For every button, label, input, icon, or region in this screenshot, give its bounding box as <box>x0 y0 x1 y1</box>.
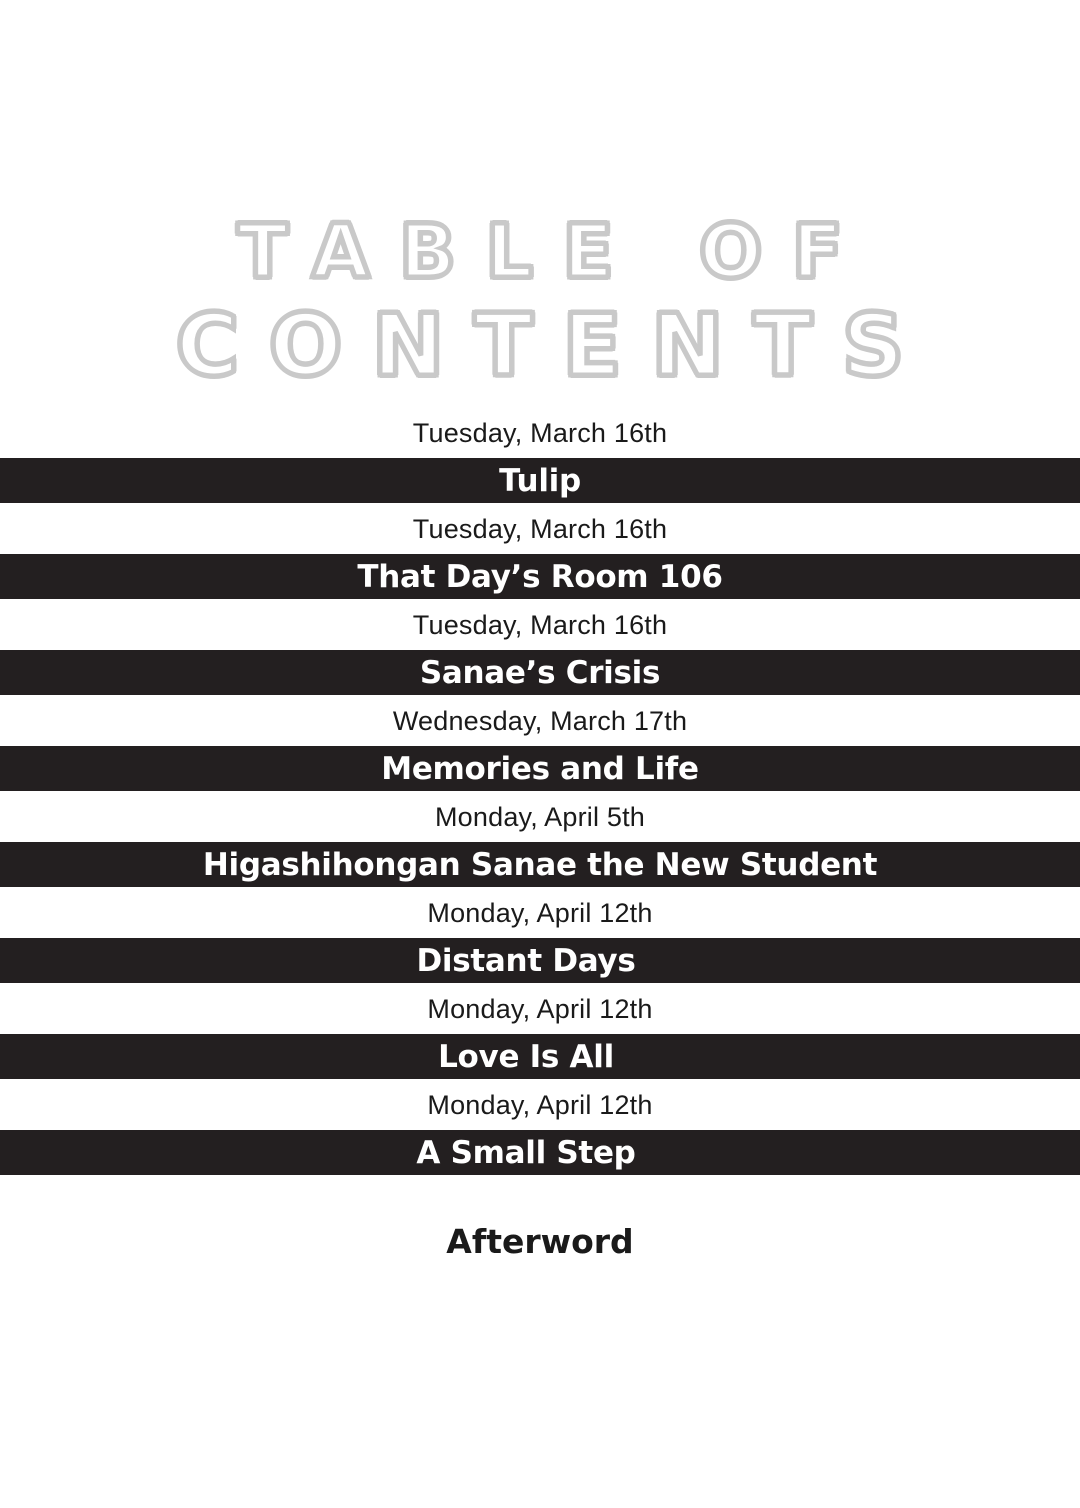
entry-date: Tuesday, March 16th <box>412 514 668 544</box>
entry-title: Love Is All <box>438 1038 614 1075</box>
entry-bar[interactable] <box>0 938 1080 983</box>
list-item[interactable] <box>0 791 1080 887</box>
entry-title: Higashihongan Sanae the New Student <box>202 846 878 883</box>
entry-bar[interactable] <box>0 1130 1080 1175</box>
entry-date: Tuesday, March 16th <box>412 418 668 448</box>
toc-entry-list <box>0 407 1080 1175</box>
page-title-line-1: TABLE OF <box>237 209 873 295</box>
entry-title: A Small Step <box>416 1134 636 1171</box>
entry-date: Monday, April 5th <box>434 802 645 832</box>
entry-date: Monday, April 12th <box>427 994 653 1024</box>
list-item[interactable] <box>0 599 1080 695</box>
list-item[interactable] <box>0 407 1080 503</box>
entry-title: Memories and Life <box>381 750 699 787</box>
page-title <box>0 0 1080 396</box>
list-item[interactable] <box>0 1079 1080 1175</box>
page-title-line-2: CONTENTS <box>175 296 935 396</box>
entry-date: Monday, April 12th <box>427 898 653 928</box>
list-item[interactable] <box>0 887 1080 983</box>
entry-date: Tuesday, March 16th <box>412 610 668 640</box>
entry-title: Distant Days <box>416 942 636 979</box>
list-item[interactable] <box>0 983 1080 1079</box>
list-item[interactable] <box>0 695 1080 791</box>
entry-date: Wednesday, March 17th <box>392 706 688 736</box>
entry-title: That Day’s Room 106 <box>357 558 723 595</box>
entry-date: Monday, April 12th <box>427 1090 653 1120</box>
entry-bar[interactable] <box>0 650 1080 695</box>
entry-bar[interactable] <box>0 842 1080 887</box>
entry-bar[interactable] <box>0 1034 1080 1079</box>
entry-title: Sanae’s Crisis <box>419 654 661 691</box>
entry-title: Tulip <box>499 462 581 499</box>
entry-bar[interactable] <box>0 458 1080 503</box>
entry-bar[interactable] <box>0 746 1080 791</box>
afterword-entry[interactable]: Afterword <box>446 1222 634 1261</box>
entry-bar[interactable] <box>0 554 1080 599</box>
list-item[interactable] <box>0 503 1080 599</box>
